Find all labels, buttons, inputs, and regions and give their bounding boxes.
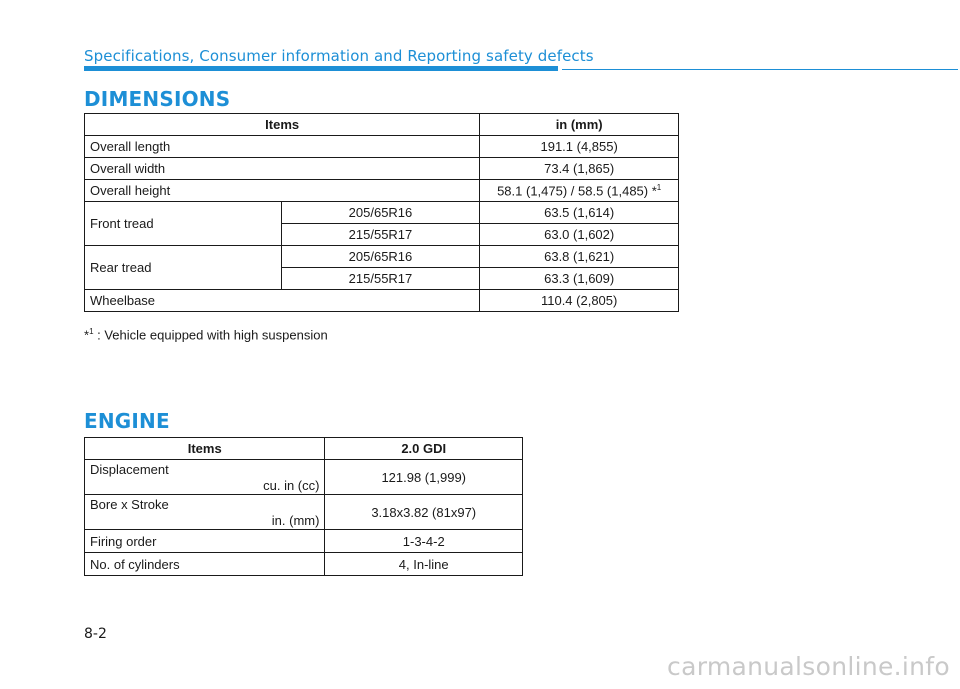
engine-heading: ENGINE [84,409,170,433]
row-label: Overall length [85,136,480,158]
table-header-row [85,438,523,460]
row-value: 1-3-4-2 [325,530,523,553]
table-row [85,495,523,530]
dimensions-heading: DIMENSIONS [84,87,231,111]
column-header-engine: 2.0 GDI [325,438,523,460]
dimensions-footnote [84,327,328,342]
row-value: 63.0 (1,602) [480,224,679,246]
column-header-items: Items [85,114,480,136]
row-value: 110.4 (2,805) [480,290,679,312]
page-header-title: Specifications, Consumer information and Reporting safety defects [84,47,594,65]
tire-size: 205/65R16 [281,202,480,224]
row-value: 3.18x3.82 (81x97) [325,495,523,530]
row-label: Wheelbase [85,290,480,312]
row-value [480,180,679,202]
row-label [85,495,325,530]
tire-size: 205/65R16 [281,246,480,268]
row-value-text: 58.1 (1,475) / 58.5 (1,485) * [497,183,657,199]
row-label [85,460,325,495]
row-value: 63.5 (1,614) [480,202,679,224]
row-unit: in. (mm) [271,512,320,528]
row-label: Overall width [85,158,480,180]
dimensions-table [84,113,679,312]
footnote-number: 1 [89,327,94,336]
page-number: 8-2 [84,626,107,642]
column-header-in-mm: in (mm) [480,114,679,136]
column-header-items: Items [85,438,325,460]
row-label: Front tread [85,202,282,246]
table-row [85,180,679,202]
row-value: 4, In-line [325,553,523,576]
table-row [85,158,679,180]
footnote-text: : Vehicle equipped with high suspension [93,327,328,343]
row-value: 191.1 (4,855) [480,136,679,158]
table-row [85,136,679,158]
tire-size: 215/55R17 [281,224,480,246]
row-value: 73.4 (1,865) [480,158,679,180]
table-header-row [85,114,679,136]
row-label: No. of cylinders [85,553,325,576]
footnote-marker: 1 [656,182,662,192]
row-value: 63.3 (1,609) [480,268,679,290]
row-label: Overall height [85,180,480,202]
row-label-text: Bore x Stroke [90,496,169,512]
table-row [85,460,523,495]
table-row [85,290,679,312]
table-row [85,530,523,553]
watermark: carmanualsonline.info [667,652,950,681]
table-row [85,246,679,268]
engine-table [84,437,523,576]
row-value: 121.98 (1,999) [325,460,523,495]
table-row [85,202,679,224]
header-rule [84,66,558,71]
header-rule-thin [562,69,958,70]
footnote-asterisk: * [84,327,90,343]
row-value: 63.8 (1,621) [480,246,679,268]
row-label-text: Displacement [90,461,169,477]
table-row [85,553,523,576]
row-label: Firing order [85,530,325,553]
row-label: Rear tread [85,246,282,290]
tire-size: 215/55R17 [281,268,480,290]
row-unit: cu. in (cc) [263,477,320,493]
